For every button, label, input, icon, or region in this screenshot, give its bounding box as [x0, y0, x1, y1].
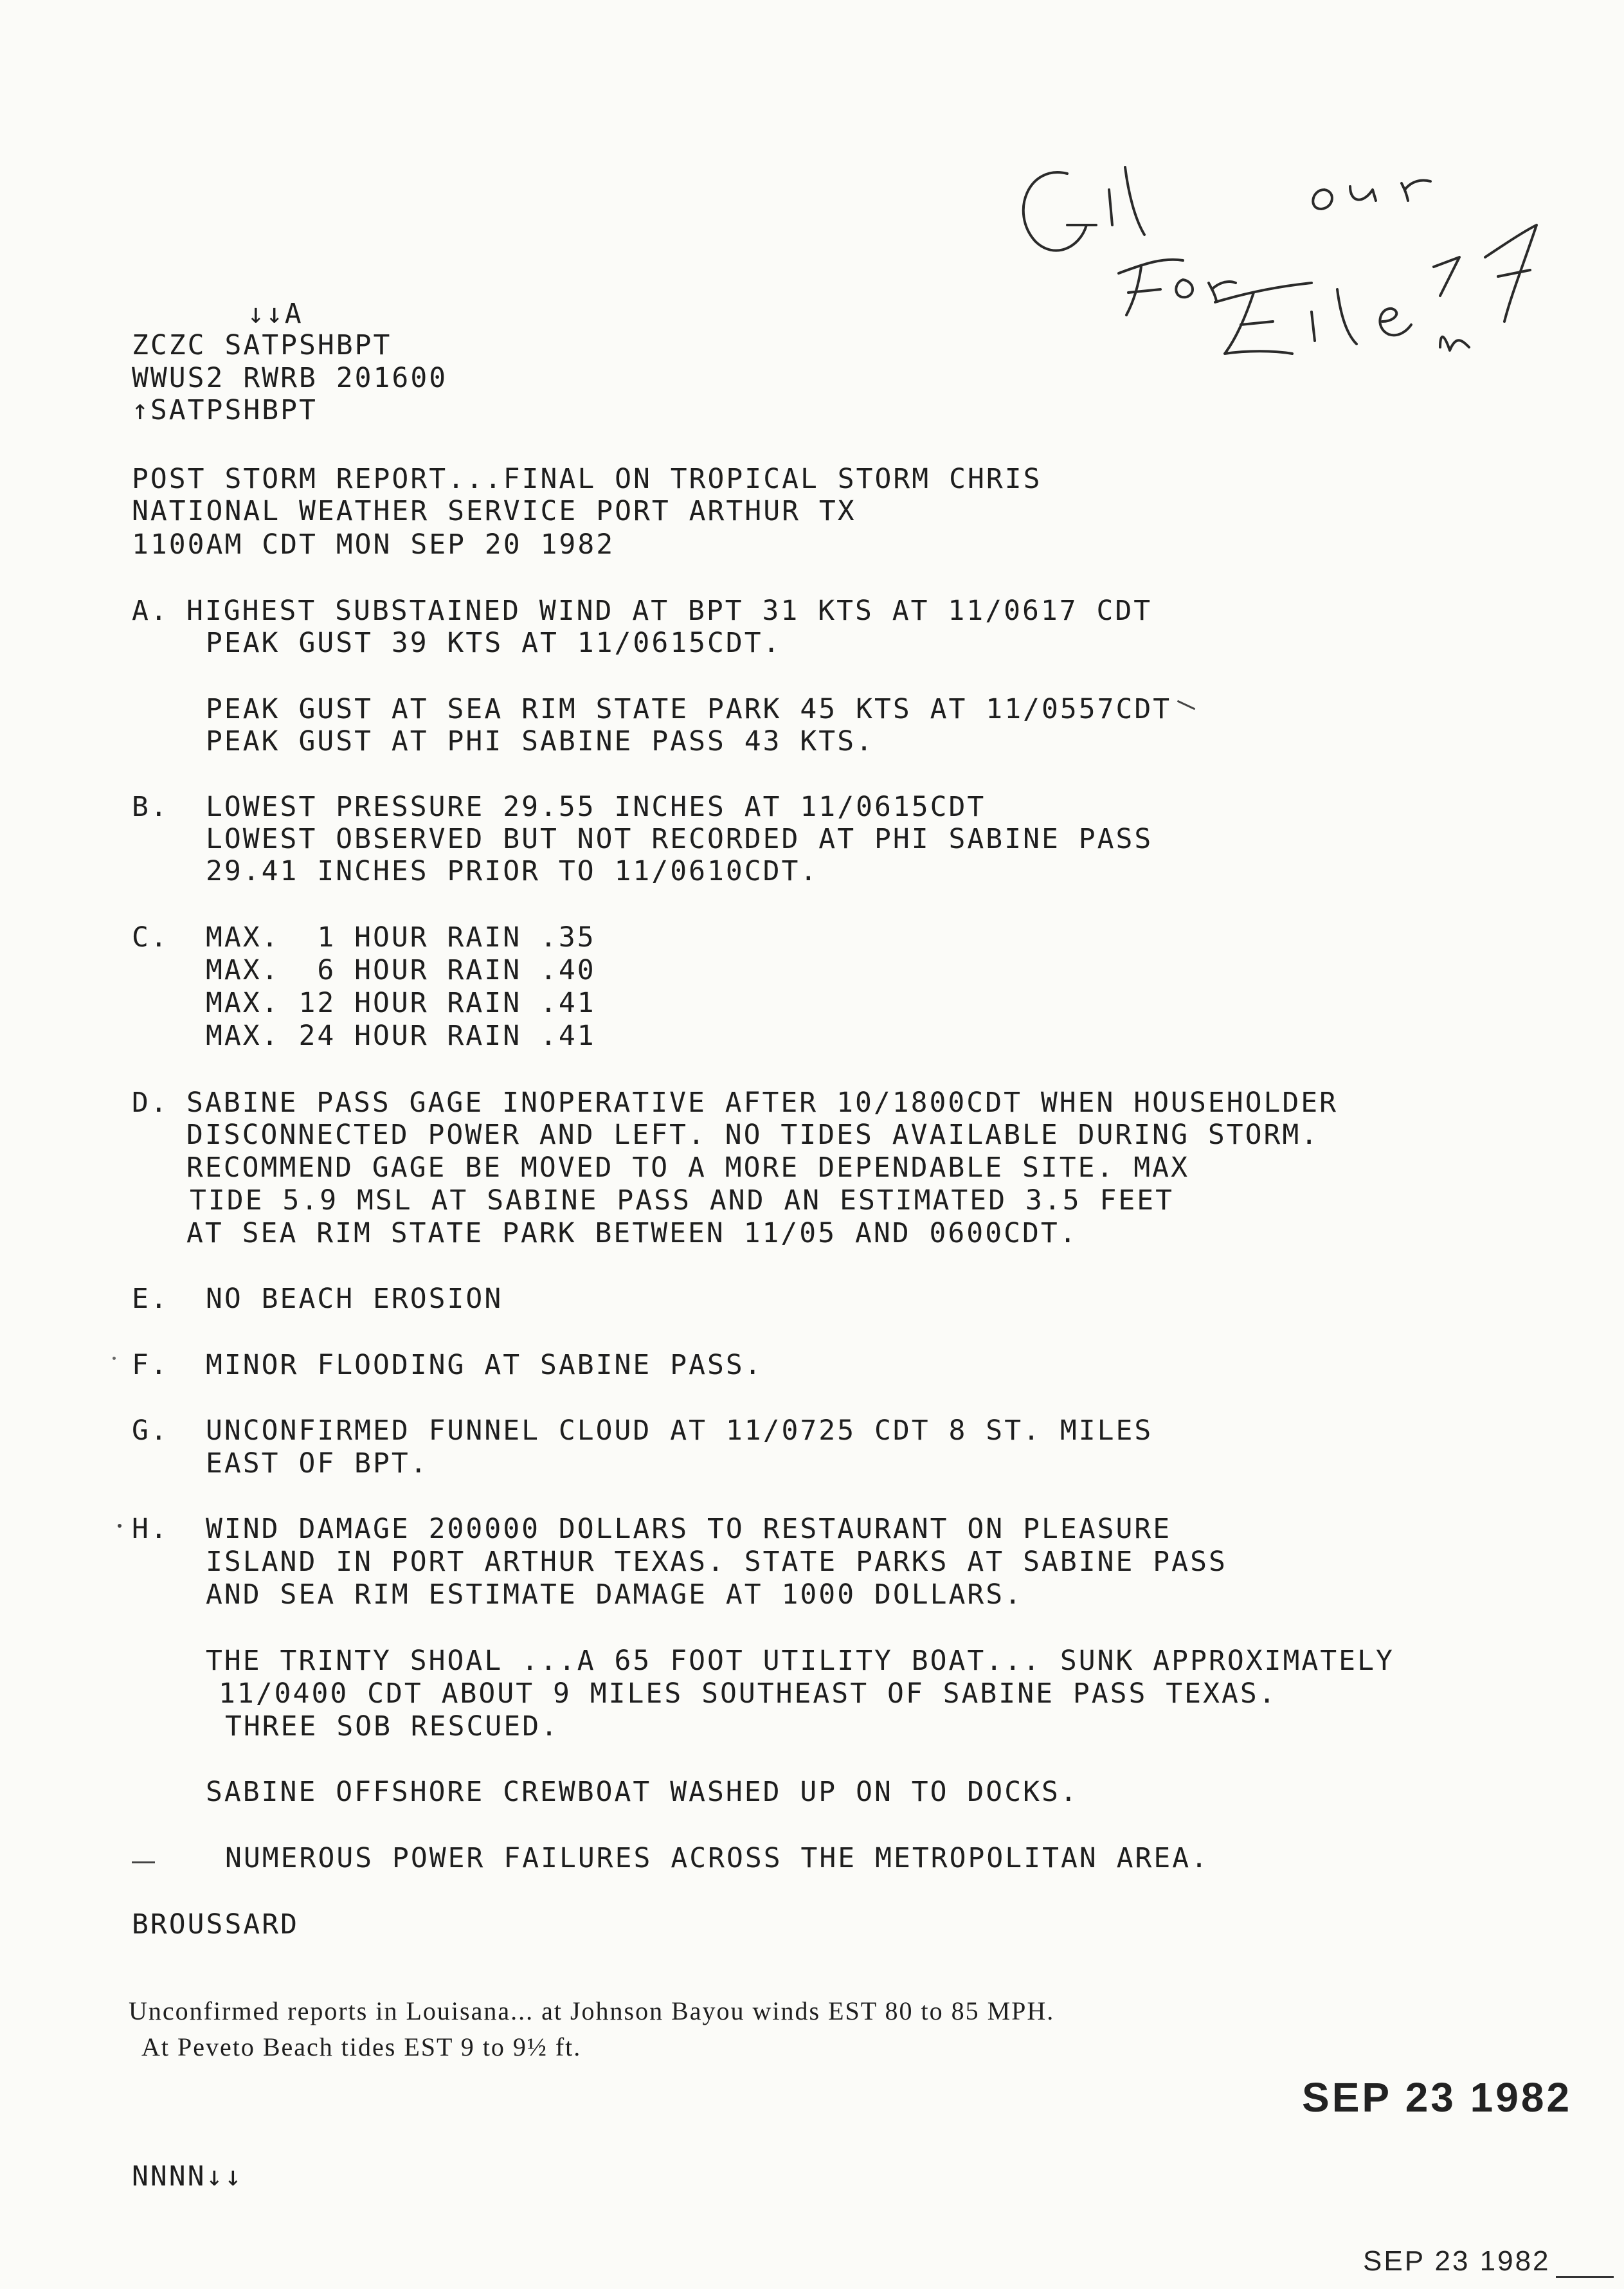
- report-datetime: 1100AM CDT MON SEP 20 1982: [132, 529, 615, 561]
- section-d-label: D.: [132, 1087, 169, 1119]
- section-c-label: C.: [132, 921, 169, 954]
- report-office: NATIONAL WEATHER SERVICE PORT ARTHUR TX: [132, 495, 856, 527]
- section-h-line: ISLAND IN PORT ARTHUR TEXAS. STATE PARKS AT SABINE PASS: [206, 1546, 1227, 1578]
- report-title: POST STORM REPORT...FINAL ON TROPICAL STORM CHRIS: [132, 463, 1042, 495]
- section-h-line: 11/0400 CDT ABOUT 9 MILES SOUTHEAST OF SABINE PASS TEXAS.: [219, 1678, 1277, 1710]
- section-b-line: LOWEST PRESSURE 29.55 INCHES AT 11/0615CDT: [206, 791, 986, 823]
- stray-mark: [118, 1524, 122, 1528]
- section-h-line: WIND DAMAGE 200000 DOLLARS TO RESTAURANT ON PLEASURE: [206, 1513, 1172, 1545]
- end-marker: NNNN↓↓: [132, 2160, 244, 2193]
- section-h-line: NUMEROUS POWER FAILURES ACROSS THE METROPOLITAN AREA.: [225, 1842, 1210, 1874]
- section-a-label: A.: [132, 595, 169, 627]
- header-line-2: WWUS2 RWRB 201600: [132, 362, 448, 394]
- header-line-3: ↑SATPSHBPT: [132, 394, 318, 426]
- routing-mark: ↓↓A: [248, 298, 303, 330]
- section-g-line: EAST OF BPT.: [206, 1447, 429, 1479]
- section-h-label: H.: [132, 1513, 169, 1545]
- section-c-line: MAX. 12 HOUR RAIN .41: [206, 987, 596, 1019]
- section-h-line: THREE SOB RESCUED.: [225, 1710, 559, 1742]
- section-a-line: PEAK GUST AT PHI SABINE PASS 43 KTS.: [206, 725, 874, 757]
- section-a-line: PEAK GUST AT SEA RIM STATE PARK 45 KTS AT 11/0557CDT: [206, 693, 1172, 725]
- stray-mark: [132, 1861, 155, 1863]
- stray-mark: [1177, 700, 1195, 710]
- header-line-1: ZCZC SATPSHBPT: [132, 329, 392, 361]
- section-d-line: AT SEA RIM STATE PARK BETWEEN 11/05 AND 0600CDT.: [186, 1217, 1078, 1249]
- handwritten-note: [990, 129, 1569, 399]
- section-e-line: NO BEACH EROSION: [206, 1283, 503, 1315]
- section-f-line: MINOR FLOODING AT SABINE PASS.: [206, 1349, 763, 1381]
- section-c-line: MAX. 24 HOUR RAIN .41: [206, 1020, 596, 1052]
- section-e-label: E.: [132, 1283, 169, 1315]
- section-g-label: G.: [132, 1415, 169, 1447]
- section-h-line: THE TRINTY SHOAL ...A 65 FOOT UTILITY BOAT... SUNK APPROXIMATELY: [206, 1645, 1394, 1677]
- section-b-label: B.: [132, 791, 169, 823]
- section-a-line: HIGHEST SUBSTAINED WIND AT BPT 31 KTS AT 11/0617 CDT: [186, 595, 1153, 627]
- stamp-underline: [1556, 2276, 1614, 2278]
- received-date-stamp: SEP 23 1982: [1302, 2074, 1573, 2121]
- section-g-line: UNCONFIRMED FUNNEL CLOUD AT 11/0725 CDT 8 ST. MILES: [206, 1415, 1153, 1447]
- section-b-line: 29.41 INCHES PRIOR TO 11/0610CDT.: [206, 855, 819, 887]
- typed-note-line: Unconfirmed reports in Louisana... at Johnson Bayou winds EST 80 to 85 MPH.: [129, 1996, 1055, 2025]
- section-b-line: LOWEST OBSERVED BUT NOT RECORDED AT PHI SABINE PASS: [206, 823, 1153, 855]
- section-d-line: TIDE 5.9 MSL AT SABINE PASS AND AN ESTIMATED 3.5 FEET: [190, 1184, 1175, 1217]
- section-h-line: AND SEA RIM ESTIMATE DAMAGE AT 1000 DOLLARS.: [206, 1579, 1024, 1611]
- typed-note-line: At Peveto Beach tides EST 9 to 9½ ft.: [141, 2032, 582, 2061]
- section-d-line: DISCONNECTED POWER AND LEFT. NO TIDES AVAILABLE DURING STORM.: [186, 1119, 1320, 1151]
- section-a-line: PEAK GUST 39 KTS AT 11/0615CDT.: [206, 627, 782, 659]
- section-c-line: MAX. 6 HOUR RAIN .40: [206, 954, 596, 986]
- section-c-line: MAX. 1 HOUR RAIN .35: [206, 921, 596, 954]
- section-f-label: F.: [132, 1349, 169, 1381]
- signature: BROUSSARD: [132, 1908, 299, 1941]
- bottom-date-stamp: SEP 23 1982: [1363, 2245, 1551, 2277]
- section-d-line: RECOMMEND GAGE BE MOVED TO A MORE DEPENDABLE SITE. MAX: [186, 1152, 1189, 1184]
- stray-mark: [113, 1357, 116, 1360]
- section-d-line: SABINE PASS GAGE INOPERATIVE AFTER 10/1800CDT WHEN HOUSEHOLDER: [186, 1087, 1339, 1119]
- section-h-line: SABINE OFFSHORE CREWBOAT WASHED UP ON TO DOCKS.: [206, 1776, 1079, 1808]
